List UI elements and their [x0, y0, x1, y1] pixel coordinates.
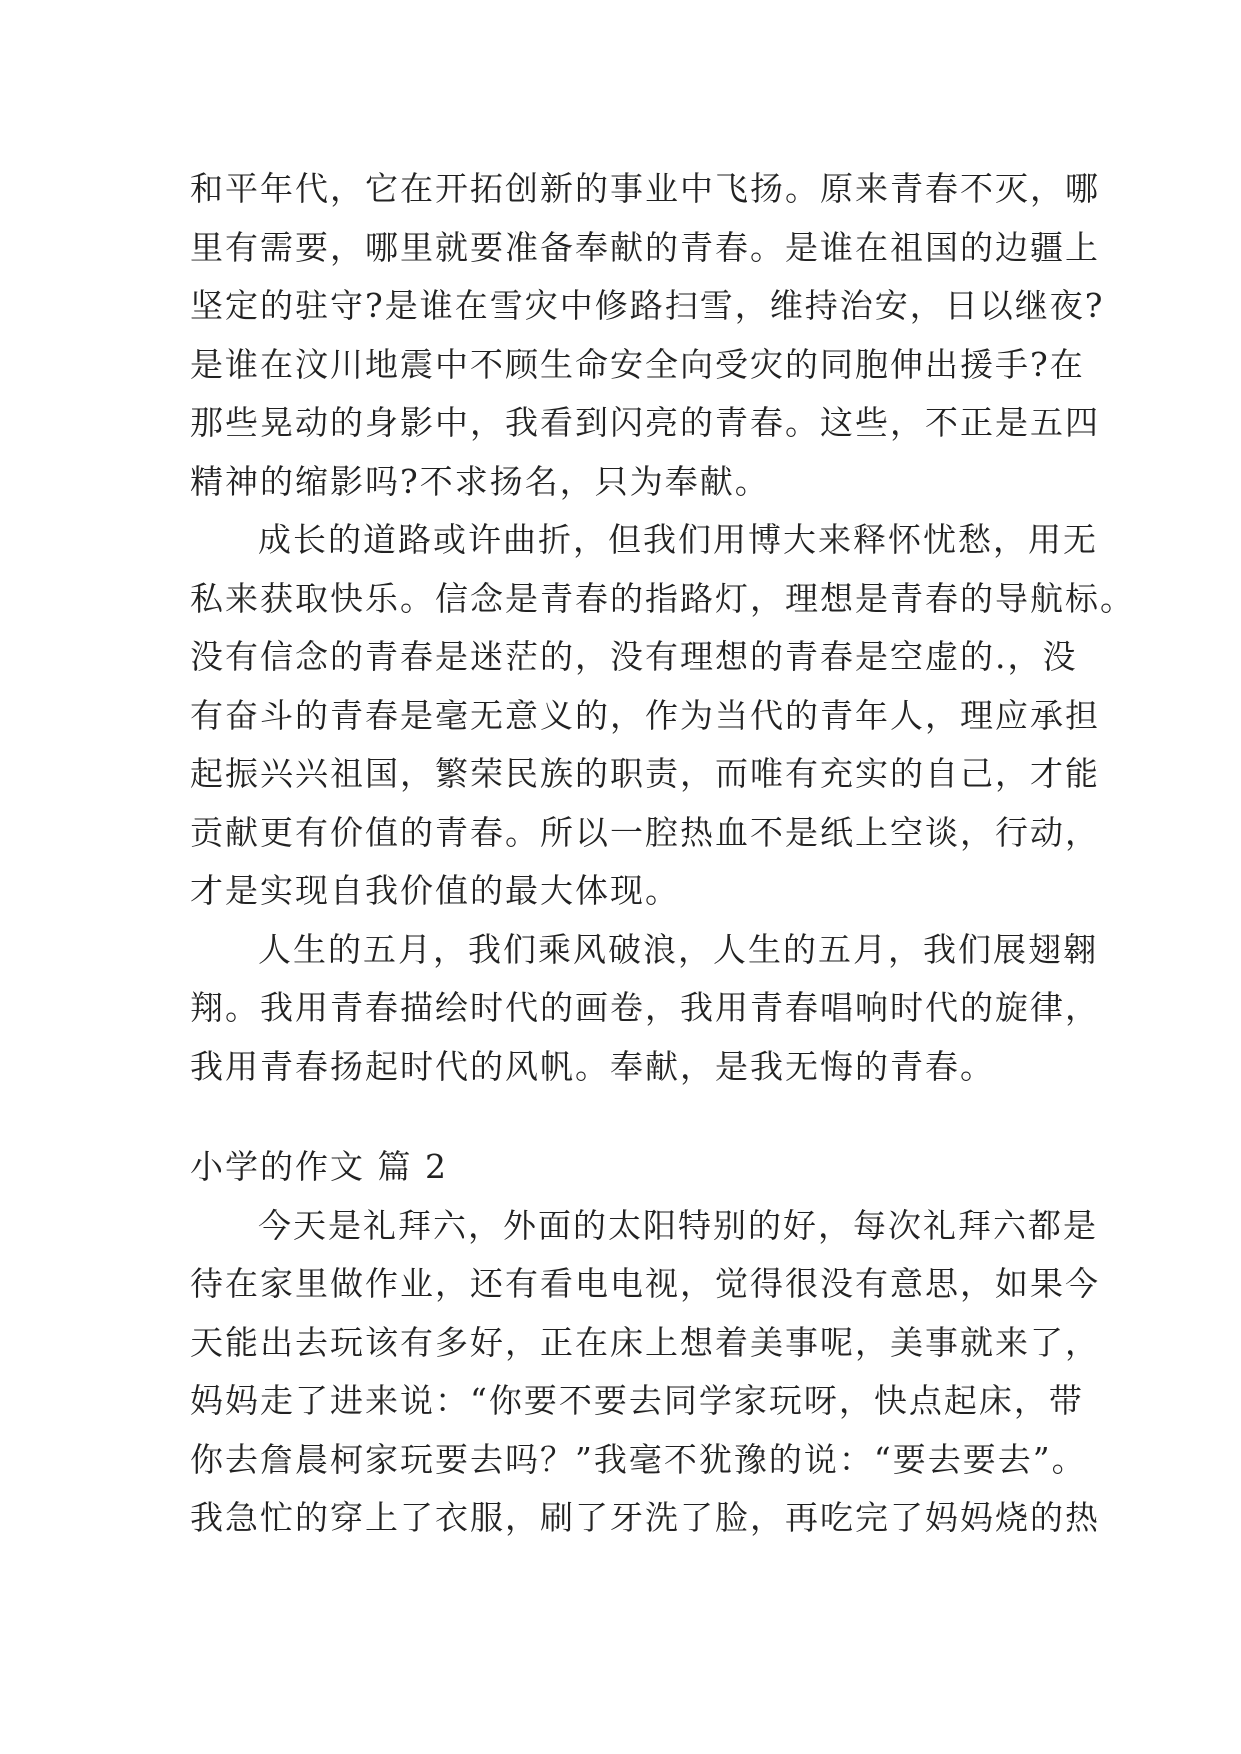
text-line: 没有信念的青春是迷茫的，没有理想的青春是空虚的.，没: [190, 637, 1078, 676]
text-line: 成长的道路或许曲折，但我们用博大来释怀忧愁，用无: [258, 520, 1098, 559]
text-line: 坚定的驻守?是谁在雪灾中修路扫雪，维持治安，日以继夜?: [190, 286, 1105, 325]
document-body: [190, 160, 1135, 1548]
text-line: 有奋斗的青春是毫无意义的，作为当代的青年人，理应承担: [190, 695, 1100, 735]
text-line: 今天是礼拜六，外面的太阳特别的好，每次礼拜六都是: [258, 1205, 1098, 1245]
text-line: 人生的五月，我们乘风破浪，人生的五月，我们展翅翱: [258, 929, 1098, 969]
text-line: 你去詹晨柯家玩要去吗？”我毫不犹豫的说：“要去要去”。: [190, 1439, 1087, 1479]
paragraph-2: [190, 511, 1135, 921]
text-line: 待在家里做作业，还有看电电视，觉得很没有意思，如果今: [190, 1264, 1100, 1303]
text-line: 是谁在汶川地震中不顾生命安全向受灾的同胞伸出援手?在: [190, 344, 1085, 384]
text-line: 起振兴兴祖国，繁荣民族的职责，而唯有充实的自己，才能: [190, 754, 1100, 793]
text-line: 精神的缩影吗?不求扬名，只为奉献。: [190, 461, 770, 501]
text-line: 才是实现自我价值的最大体现。: [190, 871, 680, 910]
text-line: 我急忙的穿上了衣服，刷了牙洗了脸，再吃完了妈妈烧的热: [190, 1498, 1100, 1537]
text-line: 天能出去玩该有多好，正在床上想着美事呢，美事就来了，: [190, 1322, 1100, 1362]
text-line: 里有需要，哪里就要准备奉献的青春。是谁在祖国的边疆上: [190, 227, 1100, 267]
paragraph-4: [190, 1197, 1100, 1548]
text-line: 妈妈走了进来说：“你要不要去同学家玩呀，快点起床，带: [190, 1381, 1084, 1420]
text-line: 那些晃动的身影中，我看到闪亮的青春。这些，不正是五四: [190, 403, 1100, 442]
paragraph-3: [190, 921, 1100, 1097]
text-line: 私来获取快乐。信念是青春的指路灯，理想是青春的导航标。: [190, 578, 1135, 618]
section-heading: 小学的作文 篇 2: [190, 1147, 448, 1186]
text-line: 翔。我用青春描绘时代的画卷，我用青春唱响时代的旋律，: [190, 988, 1100, 1027]
section-spacer: [190, 1096, 1050, 1138]
text-line: 我用青春扬起时代的风帆。奉献，是我无悔的青春。: [190, 1046, 995, 1086]
text-line: 贡献更有价值的青春。所以一腔热血不是纸上空谈，行动，: [190, 812, 1100, 852]
text-line: 和平年代，它在开拓创新的事业中飞扬。原来青春不灭，哪: [190, 169, 1100, 208]
paragraph-1: [190, 160, 1105, 511]
